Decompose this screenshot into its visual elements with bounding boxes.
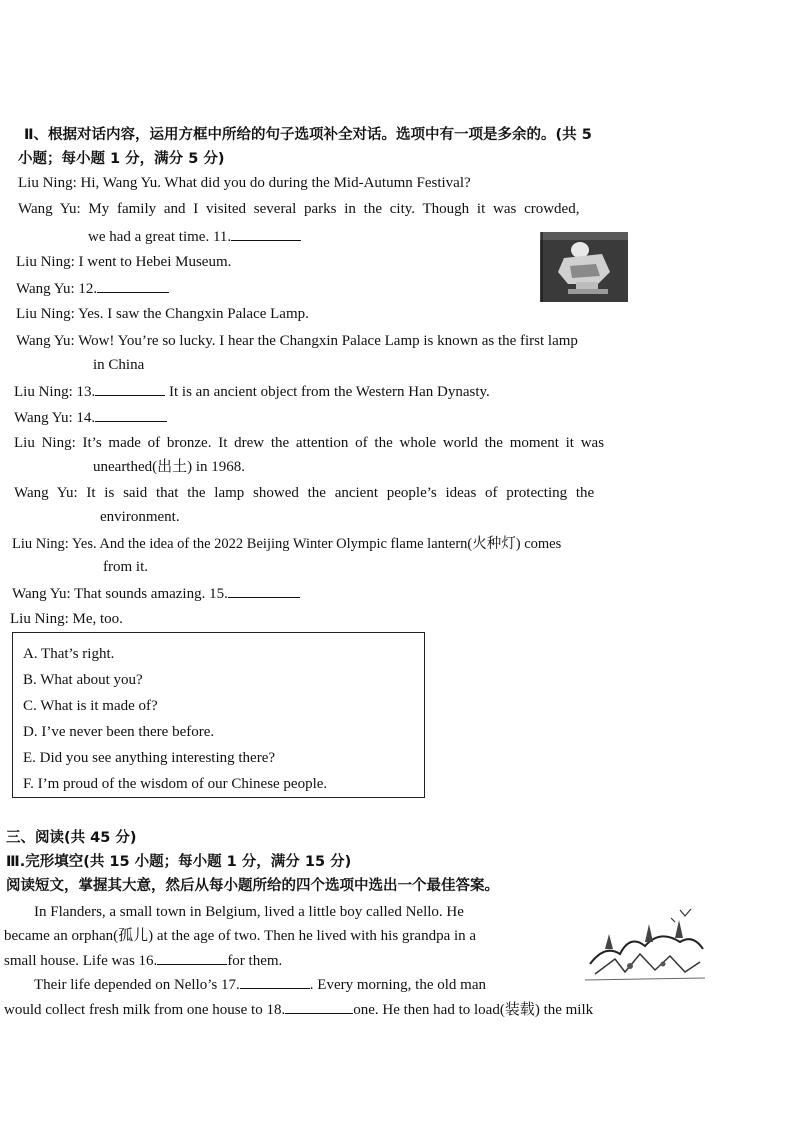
dialogue-line: Liu Ning: It’s made of bronze. It drew the attention of the whole world the moment it was <box>14 435 605 451</box>
dialogue-line <box>14 407 167 428</box>
dialogue-line: Liu Ning: Yes. And the idea of the 2022 Beijing Winter Olympic flame lantern(火种灯) comes <box>12 536 562 552</box>
passage-text: would collect fresh milk from one house to 18. <box>4 1002 286 1018</box>
section2-header-line2: 小题；每小题 1 分，满分 5 分) <box>18 151 225 167</box>
passage-text: Their life depended on Nello’s 17. <box>34 977 240 993</box>
dialogue-text: we had a great time. 11. <box>88 229 232 245</box>
dialogue-line: Wang Yu: It is said that the lamp showed the ancient people’s ideas of protecting the <box>14 485 595 501</box>
choice-f: F. I’m proud of the wisdom of our Chinese people. <box>23 776 328 792</box>
dialogue-line <box>16 278 169 299</box>
choice-box <box>12 632 425 798</box>
dialogue-text: It is an ancient object from the Western Han Dynasty. <box>165 384 490 400</box>
dialogue-line <box>14 381 490 402</box>
dialogue-line: in China <box>93 357 145 373</box>
passage-text: small house. Life was 16. <box>4 953 158 969</box>
choice-d: D. I’ve never been there before. <box>23 724 215 740</box>
choice-b: B. What about you? <box>23 672 143 688</box>
section3-subtitle: Ⅲ.完形填空(共 15 小题；每小题 1 分，满分 15 分) <box>6 854 352 870</box>
lamp-image <box>540 232 628 302</box>
answer-blank-11[interactable] <box>231 226 301 241</box>
passage-text: one. He then had to load(装载) the milk <box>353 1002 594 1018</box>
dialogue-line: Liu Ning: Yes. I saw the Changxin Palace Lamp. <box>16 306 309 322</box>
passage-line <box>4 999 593 1020</box>
lamp-photo <box>540 232 628 302</box>
passage-text: for them. <box>227 953 283 969</box>
dialogue-text: Liu Ning: 13. <box>14 384 96 400</box>
dialogue-line: Liu Ning: Hi, Wang Yu. What did you do during the Mid-Autumn Festival? <box>18 175 471 191</box>
choice-a: A. That’s right. <box>23 646 115 662</box>
passage-text: . Every morning, the old man <box>309 977 486 993</box>
sketch-image <box>585 904 705 984</box>
dialogue-line: Wang Yu: Wow! You’re so lucky. I hear the Changxin Palace Lamp is known as the first lamp <box>16 333 578 349</box>
dialogue-line: Liu Ning: Me, too. <box>10 611 123 627</box>
answer-blank-15[interactable] <box>228 583 300 598</box>
dialogue-text: Wang Yu: That sounds amazing. 15. <box>12 586 228 602</box>
dialogue-line: environment. <box>100 509 180 525</box>
section3-title: 三、阅读(共 45 分) <box>6 830 137 846</box>
passage-line <box>34 974 486 995</box>
landscape-sketch <box>585 904 705 984</box>
passage-line: became an orphan(孤儿) at the age of two. Then he lived with his grandpa in a <box>4 928 477 944</box>
dialogue-text: Wang Yu: 12. <box>16 281 98 297</box>
dialogue-line: from it. <box>103 559 148 575</box>
dialogue-line <box>88 226 301 247</box>
answer-blank-16[interactable] <box>157 950 227 965</box>
passage-line <box>4 950 282 971</box>
section2-header-line1: Ⅱ、根据对话内容，运用方框中所给的句子选项补全对话。选项中有一项是多余的。(共 5 <box>24 127 592 143</box>
dialogue-text: Wang Yu: 14. <box>14 410 96 426</box>
answer-blank-17[interactable] <box>240 974 310 989</box>
section3-instruction: 阅读短文，掌握其大意，然后从每小题所给的四个选项中选出一个最佳答案。 <box>6 878 499 894</box>
dialogue-line <box>12 583 300 604</box>
dialogue-line: unearthed(出土) in 1968. <box>93 459 246 475</box>
answer-blank-14[interactable] <box>95 407 167 422</box>
dialogue-line: Wang Yu: My family and I visited several parks in the city. Though it was crowded, <box>18 201 580 217</box>
dialogue-line: Liu Ning: I went to Hebei Museum. <box>16 254 232 270</box>
passage-line: In Flanders, a small town in Belgium, lived a little boy called Nello. He <box>34 904 464 920</box>
choice-e: E. Did you see anything interesting there? <box>23 750 276 766</box>
answer-blank-13[interactable] <box>95 381 165 396</box>
answer-blank-18[interactable] <box>285 999 353 1014</box>
choice-c: C. What is it made of? <box>23 698 158 714</box>
answer-blank-12[interactable] <box>97 278 169 293</box>
